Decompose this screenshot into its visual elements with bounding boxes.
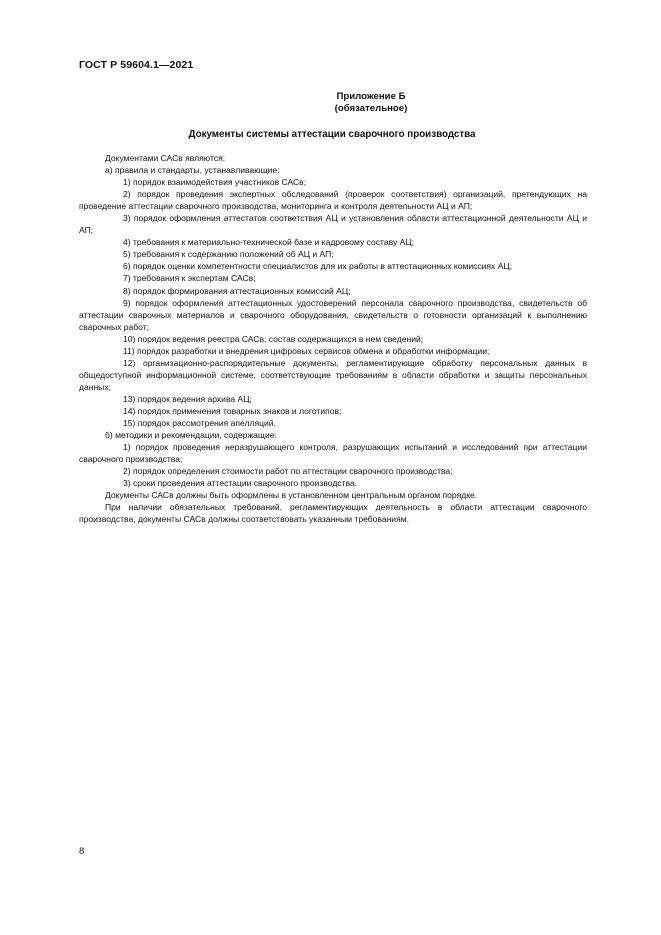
list-item: 1) порядок проведения неразрушающего контроля, разрушающих испытаний и исследований при аттестации сварочного производства;: [79, 442, 587, 465]
list-item: 9) порядок оформления аттестационных удостоверений персонала сварочного производства, свидетельств об аттестации сварочных материалов и сварочного оборудования, свидетельств о готовности организаций к выполнению сварочных работ;: [79, 297, 587, 332]
list-item: 7) требования к экспертам САСв;: [123, 273, 256, 284]
list-item: 2) порядок определения стоимости работ по аттестации сварочного производства;: [123, 466, 453, 477]
list-item: 11) порядок разработки и внедрения цифровых сервисов обмена и обработки информации;: [123, 345, 490, 356]
list-item: 3) сроки проведения аттестации сварочного производства.: [123, 478, 358, 489]
closing-paragraph: Документы САСв должны быть оформлены в установленном центральным органом порядке.: [105, 490, 478, 501]
section-a-label: а) правила и стандарты, устанавливающие:: [105, 165, 280, 176]
intro-paragraph: Документами САСв являются:: [105, 153, 226, 163]
list-item: 15) порядок рассмотрения апелляций.: [123, 418, 276, 429]
list-item: 12) организационно-распорядительные документы, регламентирующие обработку персональных данных в общедоступной информационной системе, соответствующие требованиям в области обработки и защиты персональных данных;: [79, 357, 587, 392]
standard-header: ГОСТ Р 59604.1—2021: [79, 59, 194, 71]
list-item: 1) порядок взаимодействия участников САСв;: [123, 177, 307, 188]
list-item: 2) порядок проведения экспертных обследований (проверок соответствия) организаций, претендующих на проведение аттестации сварочного производства, мониторинга и контроля деятельности АЦ и АП;: [79, 189, 587, 212]
list-item: 5) требования к содержанию положений об АЦ и АП;: [123, 249, 334, 260]
list-item: 14) порядок применения товарных знаков и логотипов;: [123, 405, 342, 416]
list-item: 13) порядок ведения архива АЦ;: [123, 393, 252, 404]
list-item: 4) требования к материально-технической базе и кадровому составу АЦ;: [123, 237, 414, 248]
document-title: Документы системы аттестации сварочного производства: [188, 129, 476, 140]
section-b-label: б) методики и рекомендации, содержащие:: [105, 430, 277, 441]
list-item: 10) порядок ведения реестра САСв, состав содержащихся в нем сведений;: [123, 333, 424, 344]
closing-paragraph: При наличии обязательных требований, регламентирующих деятельность в области аттестации сварочного производства, документы САСв должны соответствовать указанным требованиям.: [79, 502, 587, 525]
list-item: 8) порядок формирования аттестационных комиссий АЦ;: [123, 285, 351, 296]
page-number: 8: [79, 846, 85, 857]
annex-status: (обязательное): [334, 103, 408, 114]
annex-title: Приложение Б: [336, 91, 406, 102]
document-body: [79, 152, 587, 525]
list-item: 6) порядок оценки компетентности специалистов для их работы в аттестационных комиссиях АЦ;: [123, 261, 513, 272]
list-item: 3) порядок оформления аттестатов соответствия АЦ и установления области аттестационной деятельности АЦ и АП;: [79, 213, 587, 236]
